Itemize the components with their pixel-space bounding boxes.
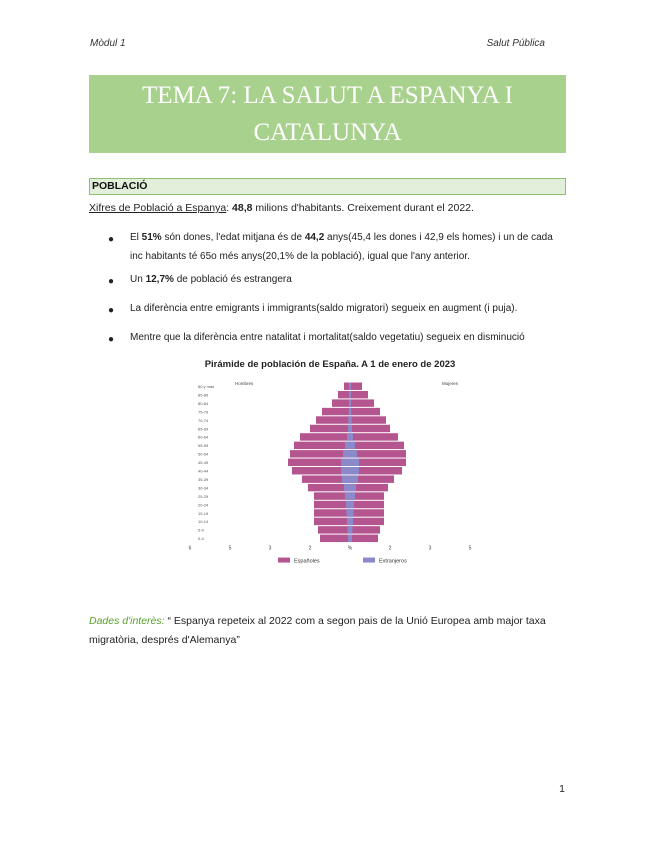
- tick-label-age: 35-39: [198, 476, 209, 482]
- intro-colon: :: [226, 202, 233, 214]
- bullet-icon: ●: [108, 276, 115, 287]
- bar-espanoles-hombres: [310, 425, 350, 432]
- bar-extranjeros-mujeres: [350, 475, 358, 482]
- bar-extranjeros-mujeres: [350, 492, 355, 499]
- bullet-1-mid: són dones, l'edat mitjana és de: [161, 232, 305, 243]
- bullet-icon: ●: [108, 334, 115, 345]
- tick-label-age: 15-19: [198, 510, 209, 516]
- legend-label-espanoles: Españoles: [294, 558, 320, 565]
- bullet-2-pre: Un: [130, 274, 146, 285]
- bullet-1-bold-2: 44,2: [304, 232, 325, 243]
- bullet-icon: ●: [108, 234, 115, 245]
- bar-espanoles-hombres: [314, 492, 350, 499]
- tick-label-age: 75-79: [198, 409, 209, 415]
- tick-label-age: 30-34: [198, 485, 209, 491]
- bar-espanoles-hombres: [318, 526, 350, 533]
- bullet-2: [130, 270, 566, 289]
- bar-extranjeros-hombres: [348, 416, 350, 423]
- intro-label: Xifres de Població a Espanya: [89, 202, 227, 214]
- tick-label-age: 70-74: [198, 417, 209, 423]
- bullet-1: [130, 228, 566, 266]
- bar-espanoles-mujeres: [350, 391, 368, 398]
- header-subject: Salut Pública: [486, 38, 545, 49]
- tick-label-age: 80-84: [198, 400, 209, 406]
- bar-espanoles-hombres: [314, 518, 350, 525]
- bullet-icon: ●: [108, 305, 115, 316]
- tick-label-age: 10-14: [198, 519, 209, 525]
- chart-right-label: Mujeres: [442, 381, 459, 386]
- x-tick-label: 2: [308, 545, 312, 552]
- legend-swatch-espanoles: [278, 558, 290, 563]
- page-title: [89, 75, 566, 153]
- population-pyramid-chart: [180, 356, 480, 588]
- bar-extranjeros-mujeres: [350, 526, 352, 533]
- bar-extranjeros-hombres: [346, 509, 350, 516]
- bar-extranjeros-hombres: [347, 433, 350, 440]
- bullet-2-bold: 12,7%: [145, 274, 174, 285]
- bar-espanoles-mujeres: [350, 450, 406, 457]
- bar-espanoles-mujeres: [350, 518, 384, 525]
- bar-espanoles-mujeres: [350, 416, 386, 423]
- bar-extranjeros-hombres: [342, 475, 350, 482]
- bar-espanoles-hombres: [338, 391, 350, 398]
- bar-espanoles-mujeres: [350, 501, 384, 508]
- chart-left-label: Hombres: [235, 381, 254, 386]
- bar-espanoles-mujeres: [350, 509, 384, 516]
- bar-extranjeros-hombres: [343, 450, 350, 457]
- bar-espanoles-hombres: [300, 433, 350, 440]
- bar-extranjeros-mujeres: [350, 399, 351, 406]
- bar-espanoles-hombres: [314, 509, 350, 516]
- tick-label-age: 45-49: [198, 460, 209, 466]
- chart-title: Pirámide de población de España. A 1 de enero de 2023: [204, 359, 456, 370]
- bar-espanoles-mujeres: [350, 535, 378, 542]
- bar-espanoles-mujeres: [350, 492, 384, 499]
- tick-label-age: 25-29: [198, 493, 209, 499]
- bar-extranjeros-hombres: [347, 518, 350, 525]
- bar-extranjeros-mujeres: [350, 442, 355, 449]
- bar-extranjeros-hombres: [341, 459, 350, 466]
- intro-line: [89, 202, 474, 214]
- bar-extranjeros-mujeres: [350, 535, 352, 542]
- bullet-3: La diferència entre emigrants i immigrants(saldo migratori) segueix en augment (i puja).: [130, 303, 518, 314]
- bar-extranjeros-mujeres: [350, 509, 354, 516]
- bar-extranjeros-hombres: [349, 408, 350, 415]
- bar-extranjeros-mujeres: [350, 433, 353, 440]
- bar-extranjeros-hombres: [346, 501, 350, 508]
- bar-extranjeros-hombres: [349, 399, 350, 406]
- bar-extranjeros-hombres: [344, 484, 350, 491]
- x-tick-label: 6: [188, 545, 192, 552]
- bullet-2-post: de població és estrangera: [173, 274, 292, 285]
- bar-extranjeros-hombres: [349, 383, 350, 390]
- tick-label-age: 5-9: [198, 527, 204, 533]
- bullet-4: Mentre que la diferència entre natalitat i mortalitat(saldo vegetatiu) segueix en disminució: [130, 332, 525, 343]
- bar-espanoles-hombres: [308, 484, 350, 491]
- bar-espanoles-hombres: [322, 408, 350, 415]
- bar-extranjeros-mujeres: [350, 484, 356, 491]
- tick-label-age: 60-64: [198, 434, 209, 440]
- header-module: Mòdul 1: [90, 38, 126, 49]
- bar-extranjeros-mujeres: [350, 450, 357, 457]
- bar-extranjeros-mujeres: [350, 383, 351, 390]
- bar-espanoles-mujeres: [350, 442, 404, 449]
- bar-espanoles-hombres: [290, 450, 350, 457]
- title-line-2: CATALUNYA: [253, 119, 402, 146]
- tick-label-age: 20-24: [198, 502, 209, 508]
- tick-label-age: 40-44: [198, 468, 209, 474]
- x-tick-label: 5: [468, 545, 472, 552]
- bar-extranjeros-hombres: [349, 391, 350, 398]
- intro-number: 48,8: [232, 202, 253, 214]
- x-tick-label: 5: [228, 545, 232, 552]
- x-tick-label: %: [347, 545, 353, 552]
- tick-label-age: 65-69: [198, 426, 209, 432]
- tick-label-age: 80 y más: [198, 384, 215, 389]
- bar-espanoles-hombres: [314, 501, 350, 508]
- bar-extranjeros-hombres: [345, 492, 350, 499]
- bar-espanoles-mujeres: [350, 383, 362, 390]
- interest-note: [89, 612, 569, 650]
- bar-espanoles-hombres: [320, 535, 350, 542]
- bar-extranjeros-hombres: [348, 425, 350, 432]
- bar-extranjeros-mujeres: [350, 425, 352, 432]
- tick-label-age: 85-89: [198, 392, 209, 398]
- bullet-1-pre: El: [130, 232, 142, 243]
- tick-label-age: 0-4: [198, 536, 204, 542]
- interest-text: “ Espanya repeteix al 2022 com a segon pais de la Unió Europea amb major taxa migratòria, després d'Alemanya”: [89, 615, 546, 646]
- bar-espanoles-hombres: [288, 459, 350, 466]
- bar-extranjeros-hombres: [345, 442, 350, 449]
- bar-extranjeros-hombres: [348, 535, 350, 542]
- x-tick-label: 3: [268, 545, 272, 552]
- bar-espanoles-hombres: [294, 442, 350, 449]
- bar-extranjeros-mujeres: [350, 408, 351, 415]
- bar-extranjeros-mujeres: [350, 467, 359, 474]
- bar-extranjeros-mujeres: [350, 501, 354, 508]
- bullet-1-bold-1: 51%: [141, 232, 162, 243]
- page-number: 1: [559, 783, 565, 795]
- bar-extranjeros-mujeres: [350, 416, 352, 423]
- title-line-1: TEMA 7: LA SALUT A ESPANYA I: [142, 82, 513, 109]
- bar-extranjeros-hombres: [348, 526, 350, 533]
- x-tick-label: 2: [388, 545, 392, 552]
- bar-espanoles-hombres: [332, 399, 350, 406]
- bullet-1-post: anys(45,4 les dones i 42,9 els homes) i un de cada inc habitants té 65o més anys(20,1% de la població), igual que l'any anterior.: [130, 232, 553, 262]
- legend-label-extranjeros: Extranjeros: [379, 558, 407, 565]
- bar-extranjeros-mujeres: [350, 459, 359, 466]
- tick-label-age: 50-54: [198, 451, 209, 457]
- legend-swatch-extranjeros: [363, 558, 375, 563]
- bar-espanoles-mujeres: [350, 425, 390, 432]
- bar-espanoles-mujeres: [350, 408, 380, 415]
- bar-espanoles-hombres: [316, 416, 350, 423]
- bar-extranjeros-mujeres: [350, 391, 351, 398]
- section-heading: POBLACIÓ: [89, 178, 566, 195]
- intro-rest: milions d'habitants. Creixement durant el 2022.: [252, 202, 474, 214]
- bar-espanoles-mujeres: [350, 433, 398, 440]
- tick-label-age: 55-59: [198, 443, 209, 449]
- bar-extranjeros-hombres: [341, 467, 350, 474]
- bar-extranjeros-mujeres: [350, 518, 353, 525]
- interest-label: Dades d'interès:: [89, 615, 165, 627]
- x-tick-label: 3: [428, 545, 432, 552]
- bar-espanoles-mujeres: [350, 399, 374, 406]
- bar-espanoles-mujeres: [350, 526, 380, 533]
